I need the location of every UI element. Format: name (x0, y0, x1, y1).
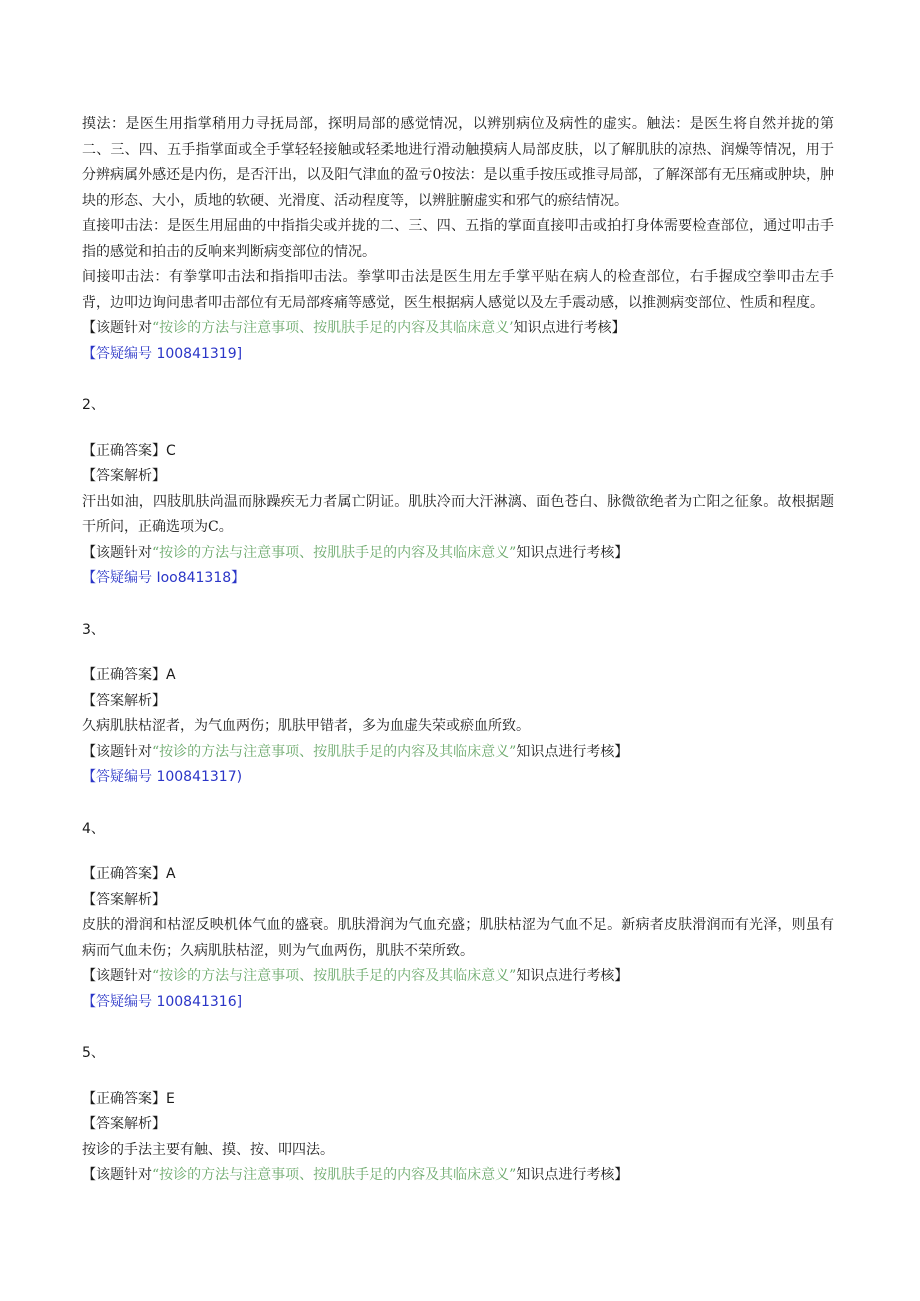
knowledge-point-line (82, 541, 834, 567)
document-page (82, 112, 834, 1189)
intro-paragraph-direct-percussion: 直接叩击法：是医生用屈曲的中指指尖或并拢的二、三、四、五指的掌面直接叩击或拍打身体需要检查部位，通过叩击手指的感觉和拍击的反响来判断病变部位的情况。 (82, 218, 834, 260)
kp-suffix: 知识点进行考核】 (513, 320, 626, 336)
analysis-label: 【答案解析】 (82, 468, 166, 484)
kp-suffix: 知识点进行考核】 (516, 743, 629, 760)
ref-label: 【答疑编号 (82, 993, 152, 1010)
kp-prefix: 【该题针对 (82, 1167, 152, 1183)
kp-suffix: 知识点进行考核】 (516, 1167, 629, 1183)
correct-answer-line (82, 862, 834, 888)
kp-topic: “按诊的方法与注意事项、按肌肤手足的内容及其临床意义” (152, 1167, 517, 1183)
correct-answer-line (82, 1087, 834, 1113)
knowledge-point-line (82, 964, 834, 990)
answer-label: 【正确答案】 (82, 1090, 166, 1107)
analysis-text: 按诊的手法主要有触、摸、按、叩四法。 (82, 1141, 334, 1158)
analysis-label: 【答案解析】 (82, 1116, 166, 1132)
ref-label: 【答疑编号 (82, 570, 152, 586)
ref-number: Ioo841318】 (156, 570, 246, 586)
reference-number-line (82, 566, 834, 592)
intro-paragraph-indirect-percussion: 间接叩击法：有拳掌叩击法和指指叩击法。拳掌叩击法是医生用左手掌平贴在病人的检查部位，右手握成空拳叩击左手背，边叩边询问患者叩击部位有无局部疼痛等感觉，医生根据病人感觉以及左手震动感，以推测病变部位、性质和程度。 (82, 269, 834, 311)
correct-answer-line (82, 439, 834, 465)
correct-answer-line (82, 663, 834, 689)
analysis-text: 久病肌肤枯涩者，为气血两伤；肌肤甲错者，多为血虚失荣或瘀血所致。 (82, 718, 530, 734)
kp-topic: “按诊的方法与注意事项、按肌肤手足的内容及其临床意义” (152, 544, 517, 561)
kp-prefix: 【该题针对 (82, 968, 152, 984)
question-number: 5、 (82, 1045, 105, 1061)
knowledge-point-line (82, 740, 834, 766)
question-number: 3、 (82, 621, 105, 638)
question-number: 2、 (82, 397, 105, 413)
answer-value: A (166, 866, 176, 882)
answer-value: E (166, 1090, 175, 1107)
analysis-text: 汗出如油，四肢肌肤尚温而脉躁疾无力者属亡阴证。肌肤冷而大汗淋漓、面色苍白、脉微欲绝者为亡阳之征象。故根据题干所问，正确选项为C。 (82, 493, 834, 535)
answer-label: 【正确答案】 (82, 442, 166, 459)
kp-prefix: 【该题针对 (82, 320, 152, 336)
reference-number-line (82, 342, 834, 368)
answer-value: A (166, 667, 176, 683)
question-number: 4、 (82, 820, 105, 837)
ref-number: 100841316] (156, 993, 243, 1010)
analysis-text: 皮肤的滑润和枯涩反映机体气血的盛衰。肌肤滑润为气血充盛；肌肤枯涩为气血不足。新病者皮肤滑润而有光泽，则虽有病而气血未伤；久病肌肤枯涩，则为气血两伤，肌肤不荣所致。 (82, 917, 834, 959)
ref-number: 100841317) (156, 769, 243, 785)
answer-label: 【正确答案】 (82, 866, 166, 882)
reference-number-line (82, 990, 834, 1016)
ref-label: 【答疑编号 (82, 345, 152, 362)
ref-label: 【答疑编号 (82, 769, 152, 785)
intro-paragraph-palpation: 摸法：是医生用指掌稍用力寻抚局部，探明局部的感觉情况，以辨别病位及病性的虚实。触法：是医生将自然并拢的第二、三、四、五手指掌面或全手掌轻轻接触或轻柔地进行滑动触摸病人局部皮肤，以了解肌肤的凉热、润燥等情况，用于分辨病属外感还是内伤，是否汗出，以及阳气津血的盈亏0按法：是以重手按压或推寻局部，了解深部有无压痛或肿块，肿块的形态、大小，质地的软硬、光滑度、活动程度等，以辨脏腑虚实和邪气的瘀结情况。 (82, 116, 834, 209)
kp-prefix: 【该题针对 (82, 743, 152, 760)
kp-prefix: 【该题针对 (82, 544, 152, 561)
analysis-label: 【答案解析】 (82, 891, 166, 908)
kp-suffix: 知识点进行考核】 (516, 544, 629, 561)
kp-topic: “按诊的方法与注意事项、按肌肤手足的内容及其临床意义” (152, 968, 517, 984)
ref-number: 100841319] (156, 345, 243, 362)
analysis-label: 【答案解析】 (82, 692, 166, 709)
kp-suffix: 知识点进行考核】 (516, 968, 629, 984)
answer-value: C (166, 442, 176, 459)
kp-topic: “按诊的方法与注意事项、按肌肤手足的内容及其临床意义’ (152, 320, 514, 336)
kp-topic: “按诊的方法与注意事项、按肌肤手足的内容及其临床意义” (152, 743, 517, 760)
reference-number-line (82, 765, 834, 791)
answer-label: 【正确答案】 (82, 667, 166, 683)
knowledge-point-line (82, 316, 834, 342)
knowledge-point-line (82, 1163, 834, 1189)
